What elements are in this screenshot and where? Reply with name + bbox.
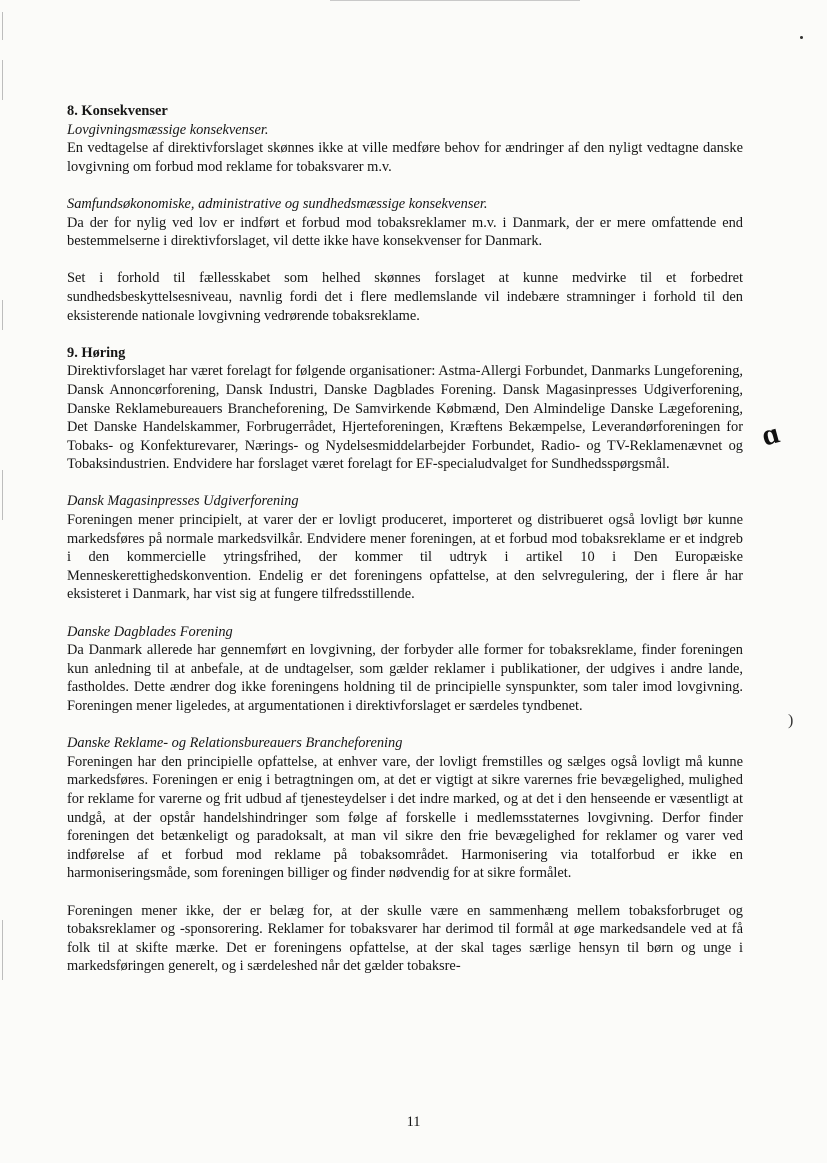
section-8-heading: 8. Konsekvenser	[67, 103, 168, 119]
scan-left-edge	[0, 0, 6, 1163]
section-9-heading: 9. Høring	[67, 344, 126, 361]
subheading-reklamebureauers: Danske Reklame- og Relationsbureauers Brancheforening	[67, 735, 403, 752]
section-8-paragraph-legal: En vedtagelse af direktivforslaget skønnes ikke at ville medføre behov for ændringer af den nyligt vedtagne danske lovgivning om forbud mod reklame for tobaksvarer m.v.	[67, 140, 743, 175]
subheading-dagblades: Danske Dagblades Forening	[67, 623, 233, 640]
scan-speck	[800, 36, 803, 39]
page-number: 11	[406, 1114, 421, 1130]
section-9-paragraph-organisations: Direktivforslaget har været forelagt for følgende organisationer: Astma-Allergi Forbundet, Danmarks Lungeforening, Dansk Annoncørforening, Dansk Industri, Danske Dagblades Forening. Dansk Magasinpresses Udgiverforening, Danske Reklamebureauers Brancheforening, De Samvirkende Købmænd, Den Almindelige Danske Lægeforening, Det Danske Handelskammer, Forbrugerrådet, Hjerteforeningen, Kræftens Bekæmpelse, Leverandørforeningen for Tobaks- og Konfekturevarer, Nærings- og Nydelsesmiddelarbejder Forbundet, Radio- og TV-Reklamenævnet og Tobaksindustrien. Endvidere har forslaget været forelagt for EF-specialudvalget for Sundhedsspørgsmål.	[67, 363, 743, 473]
section-8-subheading-legal: Lovgivningsmæssige konsekvenser.	[67, 121, 269, 138]
paragraph-dagblades: Da Danmark allerede har gennemført en lovgivning, der forbyder alle former for tobaksreklame, finder foreningen kun anledning til at anbefale, at de undtagelser, som gælder reklamer i publikationer, der udgives i andre lande, fastholdes. Dette ændrer dog ikke foreningens holdning til de principielle synspunkter, som taler imod lovgivning. Foreningen mener ligeledes, at argumentationen i direktivforslaget er særdeles tyndbenet.	[67, 642, 743, 714]
paragraph-reklamebureauers: Foreningen har den principielle opfattelse, at enhver vare, der lovligt fremstilles og sælges også lovligt må kunne markedsføres. Foreningen er enig i betragtningen om, at det er vigtigt at sikre varernes frie bevægelighed, mulighed for reklame for varerne og frit udbud af tjenesteydelser i det indre marked, og at det i den henseende er væsentligt at undgå, at der opstår handelshindringer som følge af forskelle i medlemsstaternes lovgivning. Derfor finder foreningen det betænkeligt og paradoksalt, at man vil sikre den frie bevægelighed for reklamer og varer ved indførelse af et forbud mod reklame på tobaksområdet. Harmonisering via totalforbud er ikke en harmoniseringsmåde, som foreningen billiger og finder nødvendig for at sikre formålet.	[67, 753, 743, 882]
document-body	[67, 102, 743, 976]
section-8-paragraph-economic: Da der for nylig ved lov er indført et forbud mod tobaksreklamer m.v. i Danmark, der er mere omfattende end bestemmelserne i direktivforslaget, vil dette ikke have konsekvenser for Danmark.	[67, 214, 743, 250]
scan-top-line	[330, 0, 580, 1]
section-8-subheading-economic: Samfundsøkonomiske, administrative og sundhedsmæssige konsekvenser.	[67, 195, 488, 212]
subheading-magasinpresses: Dansk Magasinpresses Udgiverforening	[67, 493, 299, 510]
paragraph-magasinpresses: Foreningen mener principielt, at varer der er lovligt produceret, importeret og distribueret også lovligt bør kunne markedsføres på normale markedsvilkår. Endvidere mener foreningen, at et forbud mod tobaksreklame er et indgreb i den kommercielle ytringsfrihed, der kommer til udtryk i artikel 10 i Den Europæiske Menneskerettighedskonvention. Endelig er det foreningens opfattelse, at den selvregulering, der i flere år har eksisteret i Danmark, har vist sig at fungere tilfredsstillende.	[67, 512, 743, 603]
margin-parenthesis-mark: )	[788, 712, 794, 729]
section-8-paragraph-community: Set i forhold til fællesskabet som helhed skønnes forslaget at kunne medvirke til et forbedret sundhedsbeskyttelsesniveau, navnlig fordi det i flere medlemslande vil indebære stramninger i forhold til den eksisterende nationale lovgivning vedrørende tobaksreklame.	[67, 270, 743, 324]
paragraph-reklamebureauers-2: Foreningen mener ikke, der er belæg for, at der skulle være en sammenhæng mellem tobaksforbruget og tobaksreklamer og -sponsorering. Reklamer for tobaksvarer har derimod til formål at øge markedsandele ved at få folk til at skifte mærke. Det er foreningens opfattelse, at der skal tages særlige hensyn til børn og unge i markedsføringen generelt, og i særdeleshed når det gælder tobaksre-	[67, 902, 743, 975]
margin-pen-mark: ɑ	[757, 416, 784, 453]
